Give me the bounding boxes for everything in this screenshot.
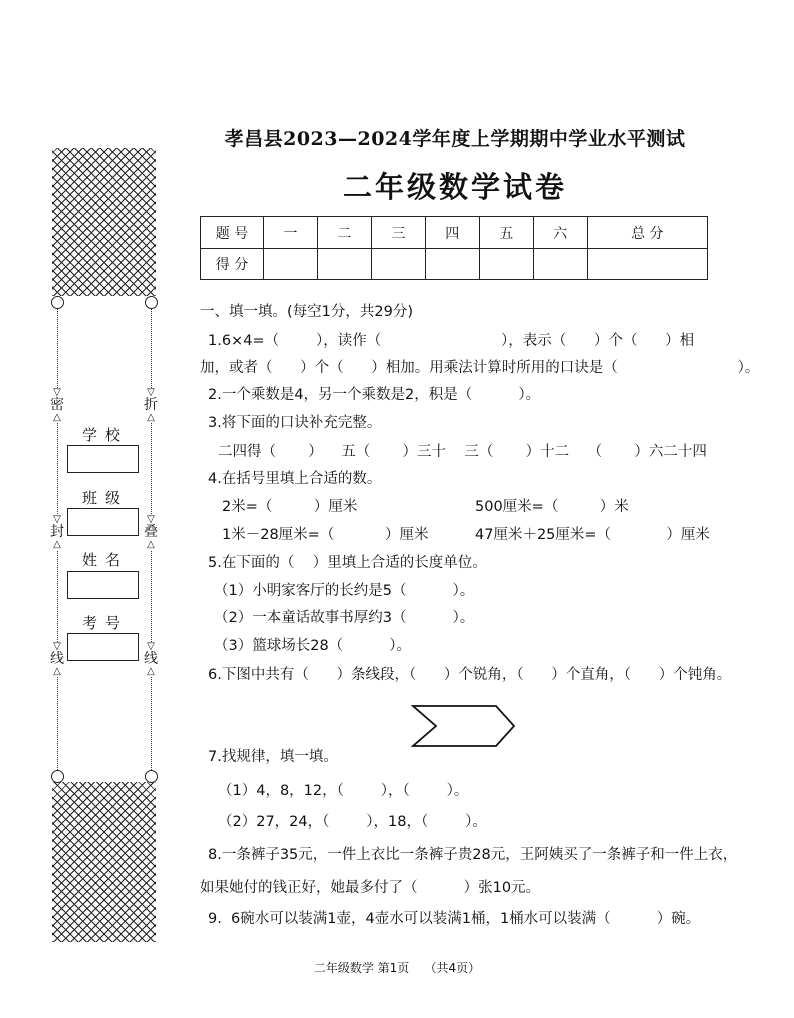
question-6: 6.下图中共有（ ）条线段，（ ）个锐角，（ ）个直角，（ ）个钝角。 [208, 667, 732, 683]
score-input-cell[interactable] [264, 249, 318, 280]
seal-label-right-1: ▽ 折 △ [144, 387, 158, 423]
seal-label-left-3: ▽ 线 △ [50, 641, 64, 677]
score-cell: 一 [264, 217, 318, 249]
question-4: 4.在括号里填上合适的数。 [208, 471, 382, 487]
question-7-2: （2）27，24，（ ），18，（ ）。 [218, 814, 487, 830]
score-input-cell[interactable] [371, 249, 425, 280]
score-row-label: 得 分 [201, 249, 264, 280]
school-label: 学校 [81, 426, 128, 444]
question-3: 3.将下面的口诀补充完整。 [208, 415, 382, 431]
question-5: 5.在下面的（ ）里填上合适的长度单位。 [208, 555, 487, 571]
score-cell: 二 [317, 217, 371, 249]
question-1-line1: 1.6×4=（ ），读作（ ），表示（ ）个（ ）相 [208, 333, 695, 349]
question-4-b: 500厘米=（ ）米 [475, 499, 629, 515]
fold-circle [145, 770, 158, 783]
score-input-cell[interactable] [479, 249, 533, 280]
score-cell: 题 号 [201, 217, 264, 249]
score-table-header-row [201, 217, 708, 249]
arrow-shape-figure [410, 700, 520, 752]
question-4-d: 47厘米＋25厘米=（ ）厘米 [475, 527, 710, 543]
question-7: 7.找规律，填一填。 [208, 749, 338, 765]
name-field[interactable] [67, 571, 139, 599]
class-field[interactable] [67, 508, 139, 536]
seal-label-left-1: ▽ 密 △ [50, 387, 64, 423]
question-5-1: （1）小明家客厅的长约是5（ ）。 [214, 583, 475, 599]
exam-subtitle: 二年级数学试卷 [342, 170, 567, 204]
question-7-1: （1）4，8，12，（ ），（ ）。 [218, 783, 469, 799]
exam-title: 孝昌县2023—2024学年度上学期期中学业水平测试 [224, 128, 686, 150]
score-table-score-row [201, 249, 708, 280]
score-cell: 三 [371, 217, 425, 249]
question-1-line2: 加，或者（ ）个（ ）相加。用乘法计算时所用的口诀是（ ）。 [200, 360, 760, 376]
fold-circle [145, 296, 158, 309]
question-9: 9. 6碗水可以装满1壶，4壶水可以装满1桶，1桶水可以装满（ ）碗。 [208, 911, 701, 927]
seal-label-left-2: ▽ 封 △ [50, 514, 64, 550]
question-5-3: （3）篮球场长28（ ）。 [214, 638, 412, 654]
score-cell: 五 [479, 217, 533, 249]
binding-hatch-bottom [52, 782, 156, 942]
fold-circle [51, 770, 64, 783]
score-cell: 四 [425, 217, 479, 249]
score-input-cell[interactable] [425, 249, 479, 280]
score-input-cell[interactable] [317, 249, 371, 280]
score-cell: 总 分 [587, 217, 707, 249]
question-3-items: 二四得（ ） 五（ ）三十 三（ ）十二 （ ）六二十四 [218, 444, 707, 460]
section-heading: 一、填一填。(每空1分，共29分) [200, 304, 413, 320]
score-cell: 六 [533, 217, 587, 249]
class-label: 班级 [81, 489, 128, 507]
score-input-cell[interactable] [533, 249, 587, 280]
seal-label-right-2: ▽ 叠 △ [144, 514, 158, 550]
name-label: 姓名 [81, 551, 128, 569]
number-label: 考号 [81, 614, 128, 632]
score-table [200, 216, 708, 280]
question-8-line2: 如果她付的钱正好，她最多付了（ ）张10元。 [200, 880, 541, 896]
question-5-2: （2）一本童话故事书厚约3（ ）。 [214, 610, 475, 626]
binding-hatch-top [52, 148, 156, 296]
exam-number-field[interactable] [67, 633, 139, 661]
question-8-line1: 8.一条裤子35元，一件上衣比一条裤子贵28元，王阿姨买了一条裤子和一件上衣， [208, 847, 738, 863]
page-footer: 二年级数学 第1页 （共4页） [313, 961, 481, 975]
question-4-c: 1米－28厘米=（ ）厘米 [222, 527, 429, 543]
score-input-cell[interactable] [587, 249, 707, 280]
fold-circle [51, 296, 64, 309]
school-field[interactable] [67, 445, 139, 473]
question-2: 2.一个乘数是4，另一个乘数是2，积是（ ）。 [208, 387, 541, 403]
question-4-a: 2米=（ ）厘米 [222, 499, 358, 515]
seal-label-right-3: ▽ 线 △ [144, 641, 158, 677]
